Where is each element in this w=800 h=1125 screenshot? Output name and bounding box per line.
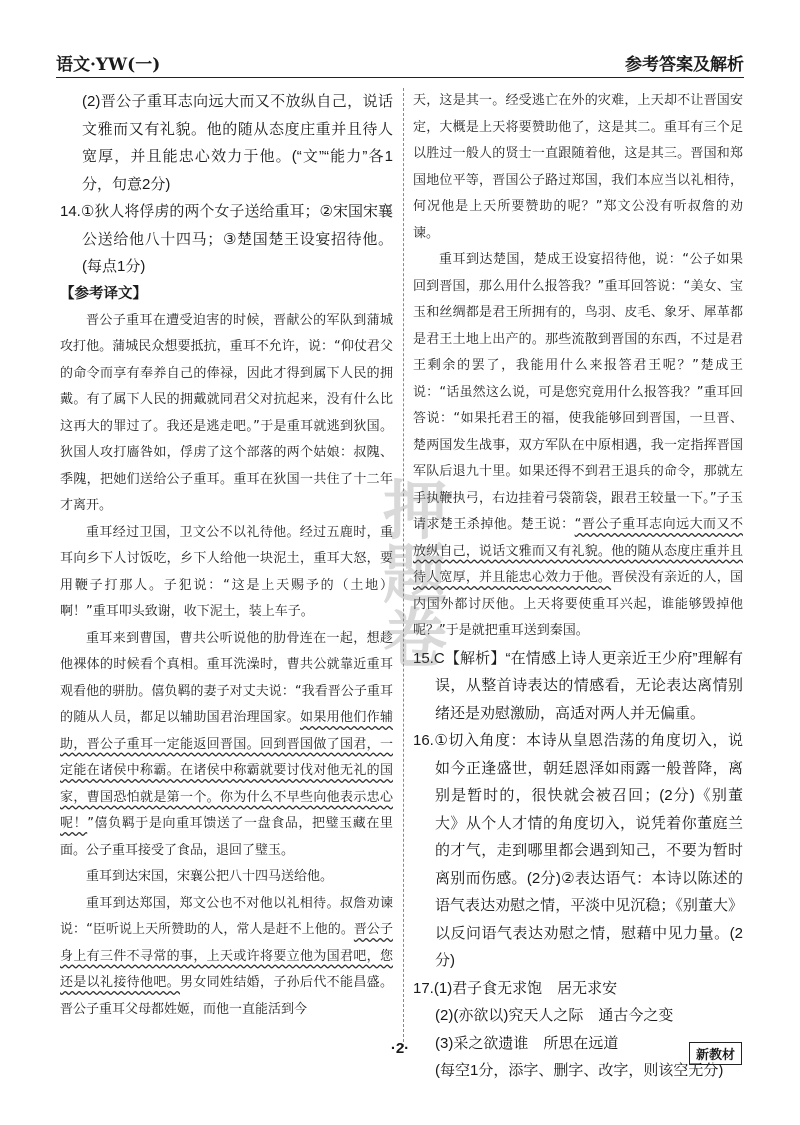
answer-15: 15.C【解析】“在情感上诗人更亲近王少府”理解有误，从整首诗表达的情感看，无论表达离情别绪还是劝慰激励，高适对两人并无偏重。 — [413, 649, 743, 722]
answer-title: 参考答案及解析 — [625, 55, 744, 75]
translation-paragraph-3a: 重耳来到曹国，曹共公听说他的肋骨连在一起，想趁他裸体的时候看个真相。重耳洗澡时，曹共公就靠近重耳观看他的骈肋。僖负羁的妻子对丈夫说：“我看晋公子重耳的随从人员，都足以辅助国君治理国家。 — [60, 630, 393, 725]
translation-paragraph-5a: 重耳到达郑国，郑文公也不对他以礼相待。叔詹劝谏说：“臣听说上天所赞助的人，常人是赶不上他的。 — [60, 895, 393, 937]
translation-paragraph-6c: 晋侯没有亲近的人，国内国外都讨厌他。上天将要使重耳兴起，谁能够毁掉他呢？”于是就把重耳送到秦国。 — [413, 570, 743, 638]
translation-paragraph-3b-underlined: 如果用他们作辅助，晋公子重耳一定能返回晋国。回到晋国做了国君，一定能在诸侯中称霸。在诸侯中称霸就要讨伐对他无礼的国家，曹国恐怕就是第一个。你为什么不早些向他表示忠心呢！ — [60, 710, 393, 831]
answer-17-part1: 17.(1)君子食无求饱 居无求安 — [413, 979, 618, 997]
column-divider — [403, 88, 404, 1047]
translation-paragraph-2: 重耳经过卫国，卫文公不以礼待他。经过五鹿时，重耳向乡下人讨饭吃，乡下人给他一块泥土，重耳大怒，要用鞭子打那人。子犯说：“这是上天赐予的（土地）啊！”重耳叩头致谢，收下泥土，装上车子。 — [60, 524, 393, 619]
translation-paragraph-6 — [413, 247, 743, 645]
translation-paragraph-6a: 重耳到达楚国，楚成王设宴招待他，说：“公子如果回到晋国，那么用什么报答我？”重耳回答说：“美女、宝玉和丝绸都是君王所拥有的，鸟羽、皮毛、象牙、犀革都是君王土地上出产的。那些流散到晋国的东西，不过是君王剩余的罢了，我能用什么来报答君王呢？”楚成王说：“话虽然这么说，可是您究竟用什么报答我？”重耳回答说：“如果托君王的福，使我能够回到晋国，一旦晋、楚两国发生战事，双方军队在中原相遇，我一定指挥晋国军队后退九十里。如果还得不到君王退兵的命令，那就左手执鞭执弓，右边挂着弓袋箭袋，跟君王较量一下。”子玉请求楚王杀掉他。楚王说： — [413, 252, 743, 532]
answer-13-part2: (2)晋公子重耳志向远大而又不放纵自己，说话文雅而又有礼貌。他的随从态度庄重并且待人宽厚，并且能忠心效力于他。(“文”“能力”各1分，句意2分) — [82, 93, 393, 193]
left-column — [60, 88, 393, 1053]
translation-paragraph-5b-underlined: 晋公子身上有三件不寻常的事，上天或许将要立他为国君吧，您还是以礼接待他吧。 — [60, 922, 393, 990]
translation-paragraph-5-cont: 天，这是其一。经受逃亡在外的灾难，上天却不让晋国安定，大概是上天将要赞助他了，这是其二。重耳有三个足以胜过一般人的贤士一直跟随着他，这是其三。晋国和郑国地位平等，晋国公子路过郑国，我们本应当以礼相待，何况他是上天所要赞助的呢？”郑文公没有听叔詹的劝谏。 — [413, 93, 743, 241]
answer-17-note: (每空1分，添字、删字、改字，则该空无分) — [435, 1062, 724, 1079]
answer-14: 14.①狄人将俘虏的两个女子送给重耳；②宋国宋襄公送给他八十四马；③楚国楚王设宴招待他。(每点1分) — [60, 203, 393, 275]
answer-17-part3: (3)采之欲遗谁 所思在远道 — [435, 1034, 619, 1052]
edition-tag: 新教材 — [689, 1042, 742, 1065]
answer-16: 16.①切入角度：本诗从皇恩浩荡的角度切入，说如今正逢盛世，朝廷恩泽如雨露一般普降，离别是暂时的，很快就会被召回；(2分)《别董大》从个人才情的角度切入，说凭着你董庭兰的才气，走到哪里都会遇到知己，不要为暂时离别而伤感。(2分)②表达语气：本诗以陈述的语气表达劝慰之情，平淡中见沉稳；《别董大》以反问语气表达劝慰之情，慰藉中见力量。(2分) — [413, 732, 743, 969]
translation-paragraph-6b-underlined: “晋公子重耳志向远大而又不放纵自己，说话文雅而又有礼貌。他的随从态度庄重并且待人宽厚，并且能忠心效力于他。 — [413, 517, 743, 585]
translation-paragraph-5c: 男女同姓结婚，子孙后代不能昌盛。晋公子重耳父母都姓姬，而他一直能活到今 — [60, 975, 393, 1017]
translation-label: 【参考译文】 — [60, 285, 147, 302]
header-rule — [56, 77, 744, 78]
translation-paragraph-5 — [60, 891, 393, 1024]
translation-paragraph-4: 重耳到达宋国，宋襄公把八十四马送给他。 — [86, 869, 334, 884]
translation-paragraph-3 — [60, 626, 393, 865]
page-number: ·2· — [390, 1040, 410, 1057]
subject-title: 语文·YW(一) — [56, 55, 161, 75]
translation-paragraph-3c: ”僖负羁于是向重耳馈送了一盘食品，把璧玉藏在里面。公子重耳接受了食品，退回了璧玉。 — [60, 816, 393, 858]
answer-17-part2: (2)(亦欲以)究天人之际 通古今之变 — [435, 1007, 674, 1024]
watermark-stamp: 押 题 卷 — [383, 474, 447, 677]
page-header — [56, 48, 744, 78]
translation-paragraph-1: 晋公子重耳在遭受迫害的时候，晋献公的军队到蒲城攻打他。蒲城民众想要抵抗，重耳不允许，说：“仰仗君父的命令而享有奉养自己的俸禄，因此才得到属下人民的拥戴。有了属下人民的拥戴就同君父对抗起来，没有什么比这再大的罪过了。我还是逃走吧。”于是重耳就逃到狄国。狄国人攻打廧咎如，俘虏了这个部落的两个姑娘：叔隗、季隗，把她们送给公子重耳。重耳在狄国一共住了十二年才离开。 — [60, 312, 393, 513]
